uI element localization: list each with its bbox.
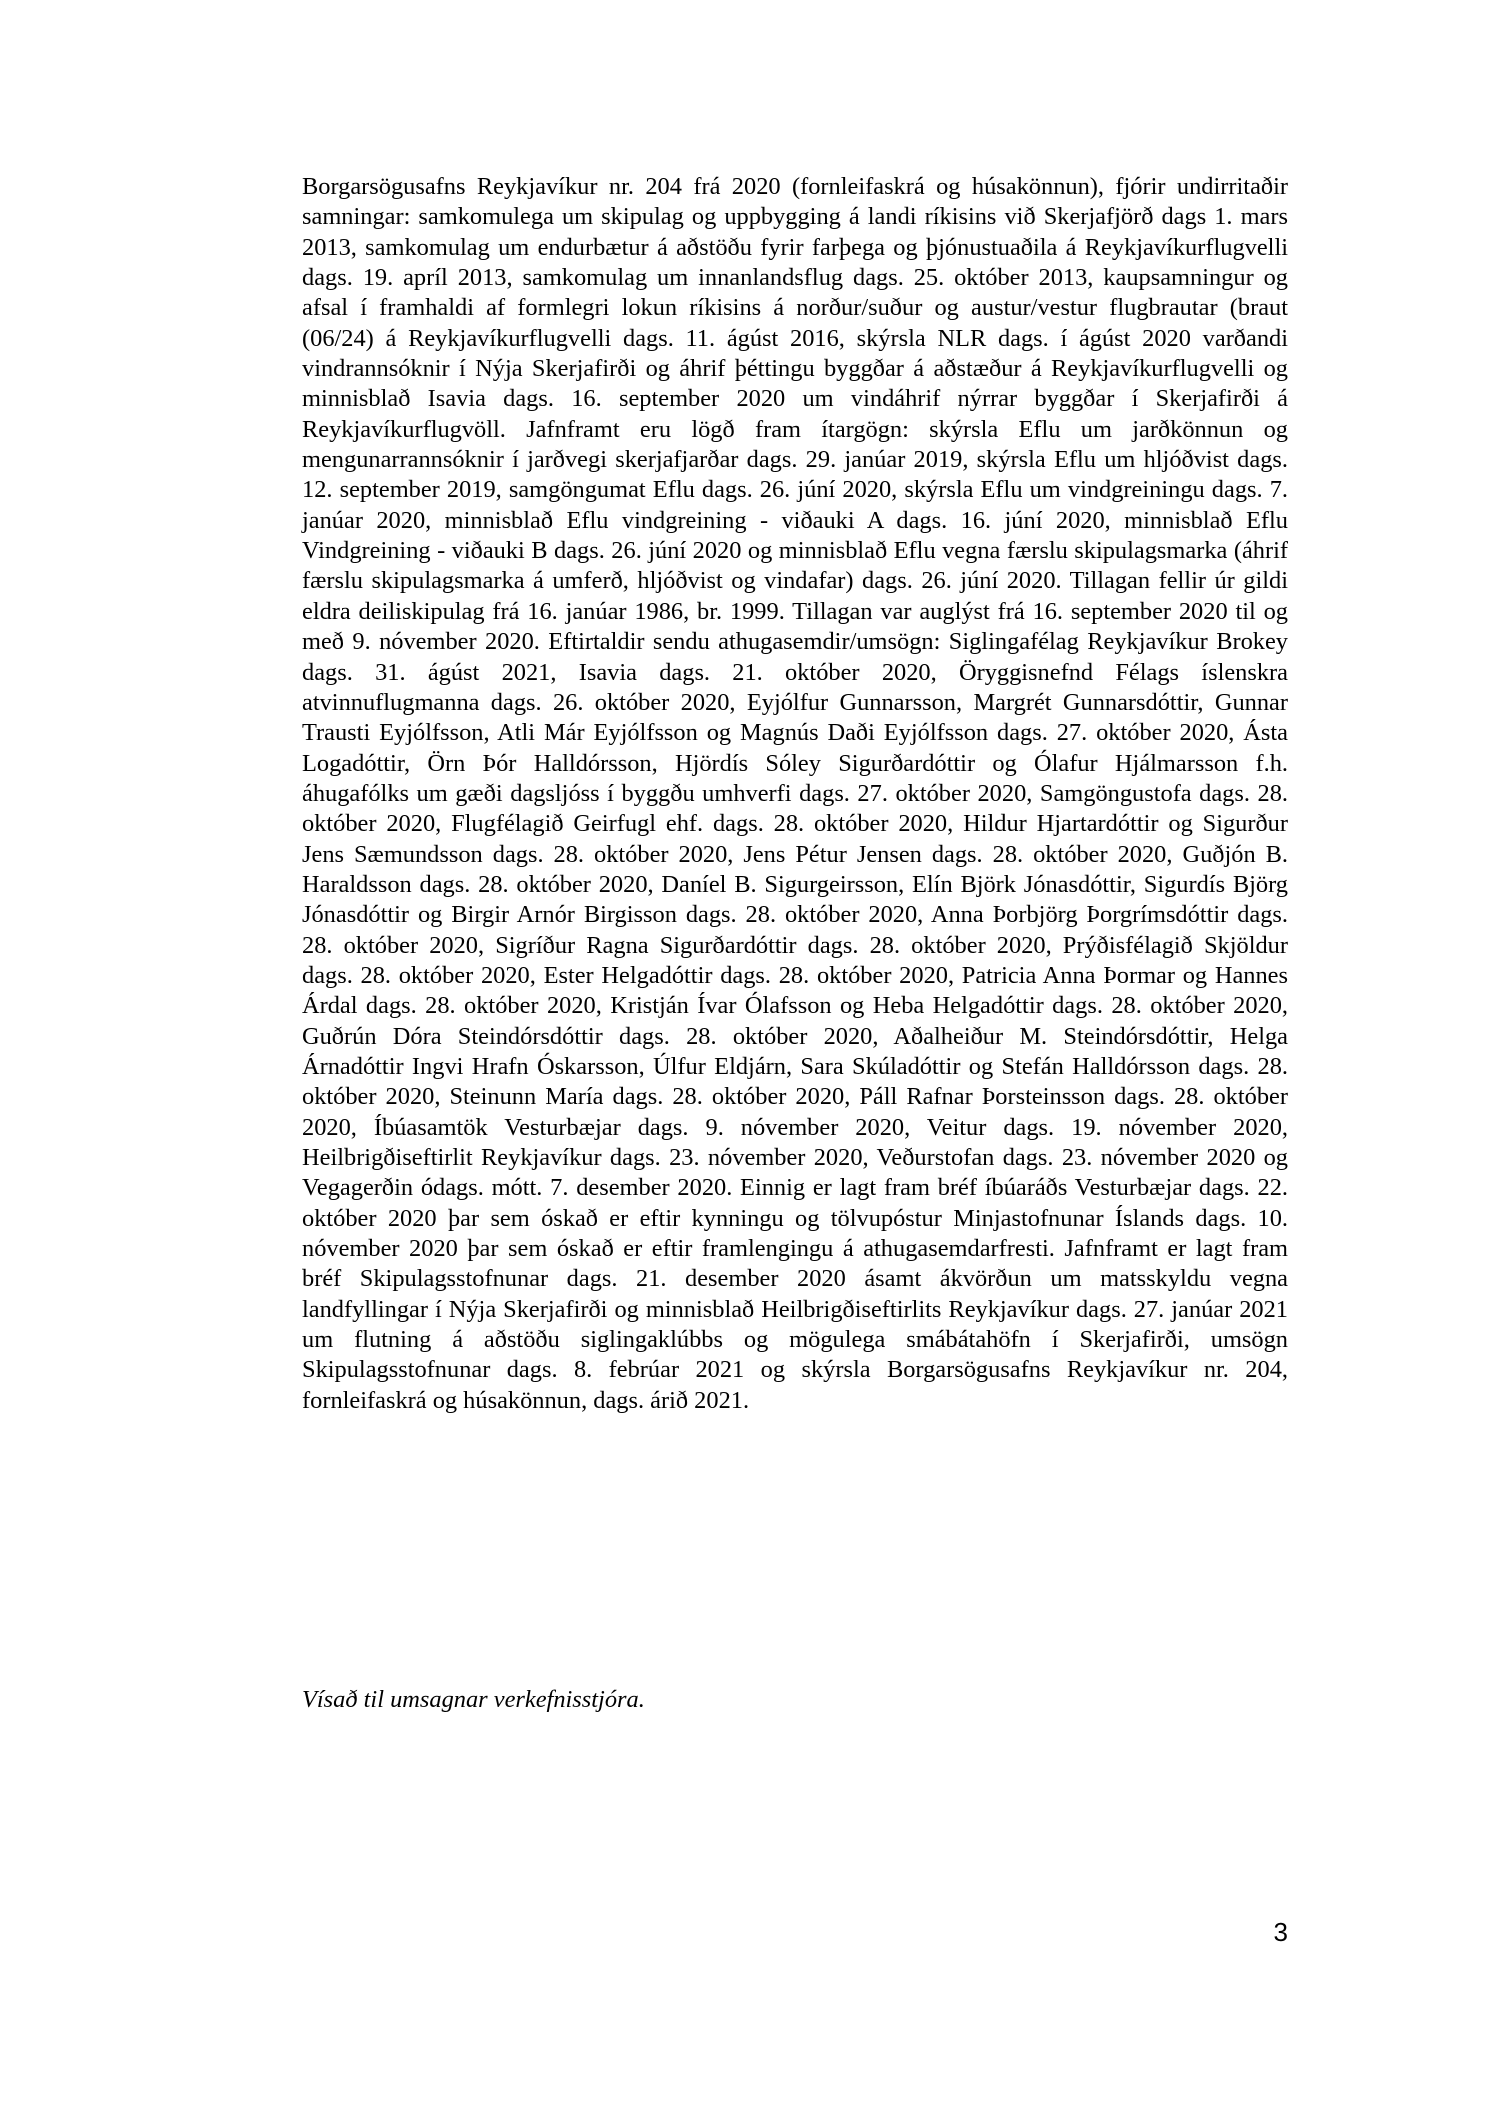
closing-line: Vísað til umsagnar verkefnisstjóra. <box>302 1686 645 1713</box>
page-number: 3 <box>1273 1917 1288 1947</box>
main-text-block <box>302 172 1288 1416</box>
main-paragraph: Borgarsögusafns Reykjavíkur nr. 204 frá 2020 (fornleifaskrá og húsakönnun), fjórir undirritaðir samningar: samkomulega um skipulag og uppbygging á landi ríkisins við Skerjafjörð dags 1. mars 2013, samkomulag um endurbætur á aðstöðu fyrir farþega og þjónustuaðila á Reykjavíkurflugvelli dags. 19. apríl 2013, samkomulag um innanlandsflug dags. 25. október 2013, kaupsamningur og afsal í framhaldi af formlegri lokun ríkisins á norður/suður og austur/vestur flugbrautar (braut (06/24) á Reykjavíkurflugvelli dags. 11. ágúst 2016, skýrsla NLR dags. í ágúst 2020 varðandi vindrannsóknir í Nýja Skerjafirði og áhrif þéttingu byggðar á aðstæður á Reykjavíkurflugvelli og minnisblað Isavia dags. 16. september 2020 um vindáhrif nýrrar byggðar í Skerjafirði á Reykjavíkurflugvöll. Jafnframt eru lögð fram ítargögn: skýrsla Eflu um jarðkönnun og mengunarrannsóknir í jarðvegi skerjafjarðar dags. 29. janúar 2019, skýrsla Eflu um hljóðvist dags. 12. september 2019, samgöngumat Eflu dags. 26. júní 2020, skýrsla Eflu um vindgreiningu dags. 7. janúar 2020, minnisblað Eflu vindgreining - viðauki A dags. 16. júní 2020, minnisblað Eflu Vindgreining - viðauki B dags. 26. júní 2020 og minnisblað Eflu vegna færslu skipulagsmarka (áhrif færslu skipulagsmarka á umferð, hljóðvist og vindafar) dags. 26. júní 2020. Tillagan fellir úr gildi eldra deiliskipulag frá 16. janúar 1986, br. 1999. Tillagan var auglýst frá 16. september 2020 til og með 9. nóvember 2020. Eftirtaldir sendu athugasemdir/umsögn: Siglingafélag Reykjavíkur Brokey dags. 31. ágúst 2021, Isavia dags. 21. október 2020, Öryggisnefnd Félags íslenskra atvinnuflugmanna dags. 26. október 2020, Eyjólfur Gunnarsson, Margrét Gunnarsdóttir, Gunnar Trausti Eyjólfsson, Atli Már Eyjólfsson og Magnús Daði Eyjólfsson dags. 27. október 2020, Ásta Logadóttir, Örn Þór Halldórsson, Hjördís Sóley Sigurðardóttir og Ólafur Hjálmarsson f.h. áhugafólks um gæði dagsljóss í byggðu umhverfi dags. 27. október 2020, Samgöngustofa dags. 28. október 2020, Flugfélagið Geirfugl ehf. dags. 28. október 2020, Hildur Hjartardóttir og Sigurður Jens Sæmundsson dags. 28. október 2020, Jens Pétur Jensen dags. 28. október 2020, Guðjón B. Haraldsson dags. 28. október 2020, Daníel B. Sigurgeirsson, Elín Björk Jónasdóttir, Sigurdís Björg Jónasdóttir og Birgir Arnór Birgisson dags. 28. október 2020, Anna Þorbjörg Þorgrímsdóttir dags. 28. október 2020, Sigríður Ragna Sigurðardóttir dags. 28. október 2020, Prýðisfélagið Skjöldur dags. 28. október 2020, Ester Helgadóttir dags. 28. október 2020, Patricia Anna Þormar og Hannes Árdal dags. 28. október 2020, Kristján Ívar Ólafsson og Heba Helgadóttir dags. 28. október 2020, Guðrún Dóra Steindórsdóttir dags. 28. október 2020, Aðalheiður M. Steindórsdóttir, Helga Árnadóttir Ingvi Hrafn Óskarsson, Úlfur Eldjárn, Sara Skúladóttir og Stefán Halldórsson dags. 28. október 2020, Steinunn María dags. 28. október 2020, Páll Rafnar Þorsteinsson dags. 28. október 2020, Íbúasamtök Vesturbæjar dags. 9. nóvember 2020, Veitur dags. 19. nóvember 2020, Heilbrigðiseftirlit Reykjavíkur dags. 23. nóvember 2020, Veðurstofan dags. 23. nóvember 2020 og Vegagerðin ódags. mótt. 7. desember 2020. Einnig er lagt fram bréf íbúaráðs Vesturbæjar dags. 22. október 2020 þar sem óskað er eftir kynningu og tölvupóstur Minjastofnunar Íslands dags. 10. nóvember 2020 þar sem óskað er eftir framlengingu á athugasemdarfresti. Jafnframt er lagt fram bréf Skipulagsstofnunar dags. 21. desember 2020 ásamt ákvörðun um matsskyldu vegna landfyllingar í Nýja Skerjafirði og minnisblað Heilbrigðiseftirlits Reykjavíkur dags. 27. janúar 2021 um flutning á aðstöðu siglingaklúbbs og mögulega smábátahöfn í Skerjafirði, umsögn Skipulagsstofnunar dags. 8. febrúar 2021 og skýrsla Borgarsögusafns Reykjavíkur nr. 204, fornleifaskrá og húsakönnun, dags. árið 2021. <box>302 173 1288 1414</box>
